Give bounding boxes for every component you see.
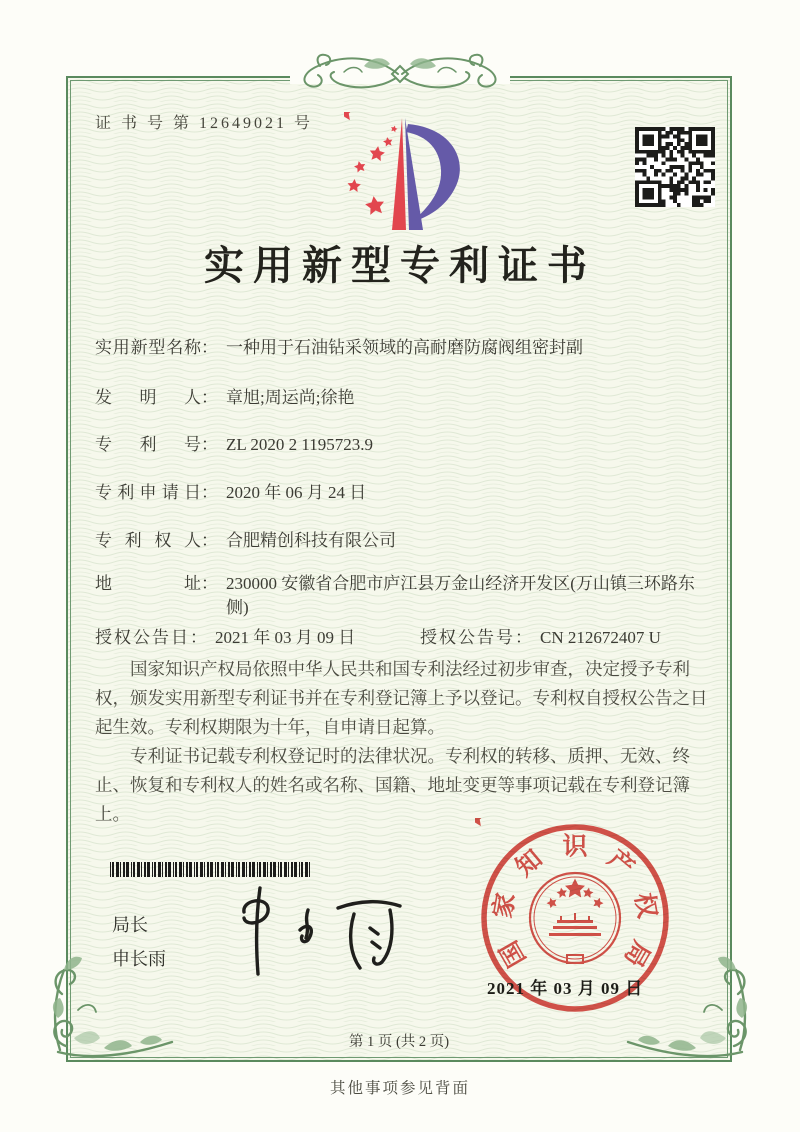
seal-char: 权 (629, 890, 661, 921)
field-row-name: 实用新型名称 ： 一种用于石油钻采领域的高耐磨防腐阀组密封副 (95, 336, 713, 360)
page-number: 第 1 页 (共 2 页) (348, 1034, 450, 1050)
cnipa-logo (344, 112, 468, 238)
field-row-grant (95, 626, 713, 650)
field-row-inventor: 发明人 ： 章旭;周运尚;徐艳 (95, 386, 713, 410)
certificate-number: 证 书 号 第 12649021 号 (95, 115, 314, 132)
field-label: 授权公告号 (420, 628, 515, 647)
officer-block (112, 908, 166, 976)
field-label: 授权公告日 (95, 628, 190, 647)
legal-paragraph-1: 国家知识产权局依照中华人民共和国专利法经过初步审查，决定授予专利权，颁发实用新型专利证书并在专利登记簿上予以登记。专利权自授权公告之日起生效。专利权期限为十年，自申请日起算。 (95, 659, 708, 737)
field-label: 专利号 (95, 435, 201, 454)
legal-paragraph-2: 专利证书记载专利权登记时的法律状况。专利权的转移、质押、无效、终止、恢复和专利权人的姓名或名称、国籍、地址变更等事项记载在专利登记簿上。 (95, 746, 690, 824)
field-row-filing-date: 专利申请日 ： 2020 年 06 月 24 日 (95, 481, 713, 505)
field-label: 专利权人 (95, 531, 201, 550)
officer-name: 申长雨 (112, 949, 166, 969)
qr-code (635, 127, 715, 207)
grant-number-pair: 授权公告号 ： CN 212672407 U (420, 626, 661, 650)
seal-char: 局 (618, 935, 655, 972)
field-row-address: 地址 ： 230000 安徽省合肥市庐江县万金山经济开发区(万山镇三环路东侧) (95, 572, 713, 620)
patent-number: ZL 2020 2 1195723.9 (226, 435, 374, 454)
seal-char: 产 (602, 845, 639, 882)
field-row-patent-number: 专利号 ： ZL 2020 2 1195723.9 (95, 433, 713, 457)
field-label: 地址 (95, 574, 201, 593)
director-signature (222, 876, 422, 984)
field-label: 专利申请日 (95, 483, 201, 502)
seal-char: 国 (495, 935, 532, 972)
patentee-name: 合肥精创科技有限公司 (226, 531, 396, 550)
top-border-ornament (280, 42, 520, 104)
field-row-patentee: 专利权人 ： 合肥精创科技有限公司 (95, 529, 713, 553)
seal-char: 知 (511, 845, 548, 882)
filing-date: 2020 年 06 月 24 日 (226, 483, 367, 502)
seal-char: 识 (562, 833, 588, 861)
grant-date: 2021 年 03 月 09 日 (215, 628, 356, 647)
barcode (110, 862, 310, 877)
certificate-title: 实用新型专利证书 (204, 243, 596, 288)
grant-date-pair: 授权公告日 ： 2021 年 03 月 09 日 (95, 626, 420, 650)
field-label: 实用新型名称 (95, 338, 201, 357)
patentee-address: 230000 安徽省合肥市庐江县万金山经济开发区(万山镇三环路东侧) (226, 574, 695, 617)
seal-date: 2021 年 03 月 09 日 (487, 979, 644, 998)
field-label: 发明人 (95, 388, 201, 407)
back-side-note: 其他事项参见背面 (329, 1080, 470, 1097)
officer-title: 局长 (112, 915, 148, 935)
legal-text (95, 655, 715, 829)
utility-model-name: 一种用于石油钻采领域的高耐磨防腐阀组密封副 (226, 338, 583, 357)
seal-char: 家 (489, 890, 521, 921)
inventor-names: 章旭;周运尚;徐艳 (226, 388, 355, 407)
grant-publication-number: CN 212672407 U (540, 628, 661, 647)
national-emblem (475, 818, 620, 963)
